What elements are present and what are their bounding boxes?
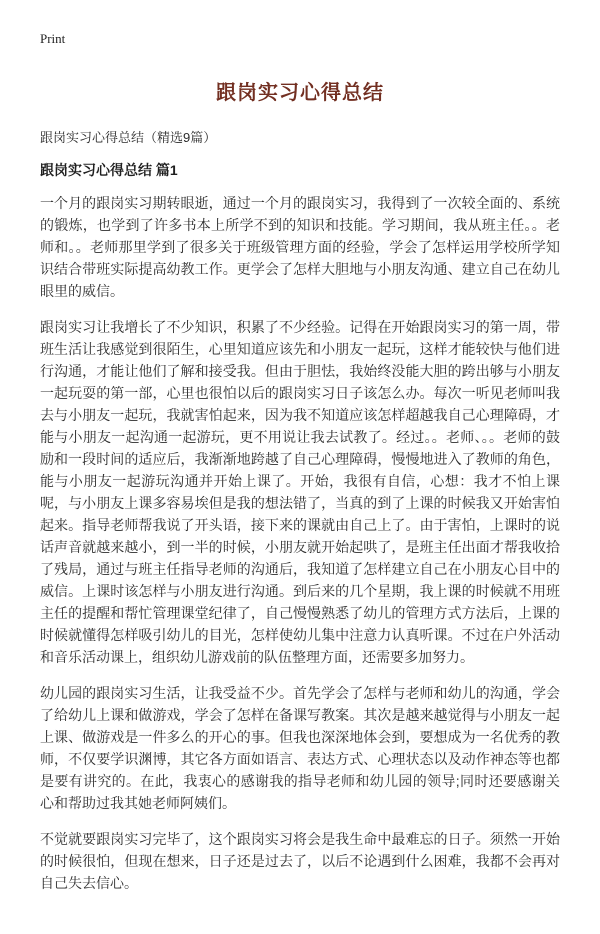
article-paragraph: 跟岗实习让我增长了不少知识，积累了不少经验。记得在开始跟岗实习的第一周，带班生活让我感觉到很陌生，心里知道应该先和小朋友一起玩，这样才能较快与他们进行沟通，才能让他们了解和接受我。但由于胆怯，我始终没能大胆的跨出够与小朋友一起玩耍的第一部，心里也很怕以后的跟岗实习日子该怎么办。每次一听见老师叫我去与小朋友一起玩，我就害怕起来，因为我不知道应该怎样超越我自己心理障碍，才能与小朋友一起沟通一起游玩，更不用说让我去试教了。经过。。老师、。。老师的鼓励和一段时间的适应后，我渐渐地跨越了自己心理障碍，慢慢地进入了教师的角色，能与小朋友一起游玩沟通并开始上课了。开始，我很有自信，心想：我才不怕上课呢，与小朋友上课多容易埃但是我的想法错了，当真的到了上课的时候我又开始害怕起来。指导老师帮我说了开头语，接下来的课就由自己上了。由于害怕，上课时的说话声音就越来越小，到一半的时候，小朋友就开始起哄了，是班主任出面才帮我收拾了残局，通过与班主任指导老师的沟通后，我知道了怎样建立自己在小朋友心目中的威信。上课时该怎样与小朋友进行沟通。到后来的几个星期，我上课的时候就不用班主任的提醒和帮忙管理课堂纪律了，自己慢慢熟悉了幼儿的管理方式方法后，上课的时候就懂得怎样吸引幼儿的目光，怎样使幼儿集中注意力认真听课。不过在户外活动和音乐活动课上，组织幼儿游戏前的队伍整理方面，还需要多加努力。 <box>40 318 560 665</box>
article-body <box>40 192 560 894</box>
article-paragraph: 不觉就要跟岗实习完毕了，这个跟岗实习将会是我生命中最难忘的日子。须然一开始的时候很怕，但现在想来，日子还是过去了，以后不论遇到什么困难，我都不会再对自己失去信心。 <box>40 830 560 891</box>
section-heading: 跟岗实习心得总结 篇1 <box>40 162 178 178</box>
article-paragraph: 幼儿园的跟岗实习生活，让我受益不少。首先学会了怎样与老师和幼儿的沟通，学会了给幼儿上课和做游戏，学会了怎样在备课写教案。其次是越来越觉得与小朋友一起上课、做游戏是一件多么的开心的事。但我也深深地体会到，要想成为一名优秀的教师，不仅要学识渊博，其它各方面如语言、表达方式、心理状态以及动作神态等也都是要有讲究的。在此，我衷心的感谢我的指导老师和幼儿园的领导;同时还要感谢关心和帮助过我其她老师阿姨们。 <box>40 684 560 811</box>
article-paragraph: 一个月的跟岗实习期转眼逝，通过一个月的跟岗实习，我得到了一次较全面的、系统的锻炼，也学到了许多书本上所学不到的知识和技能。学习期间，我从班主任。。老师和。。老师那里学到了很多关于班级管理方面的经验，学会了怎样运用学校所学知识结合带班实际提高幼教工作。更学会了怎样大胆地与小朋友沟通、建立自己在幼儿眼里的威信。 <box>40 194 560 299</box>
print-link[interactable]: Print <box>40 31 66 46</box>
page-title: 跟岗实习心得总结 <box>216 82 384 104</box>
doc-subtitle: 跟岗实习心得总结（精选9篇） <box>40 130 217 145</box>
